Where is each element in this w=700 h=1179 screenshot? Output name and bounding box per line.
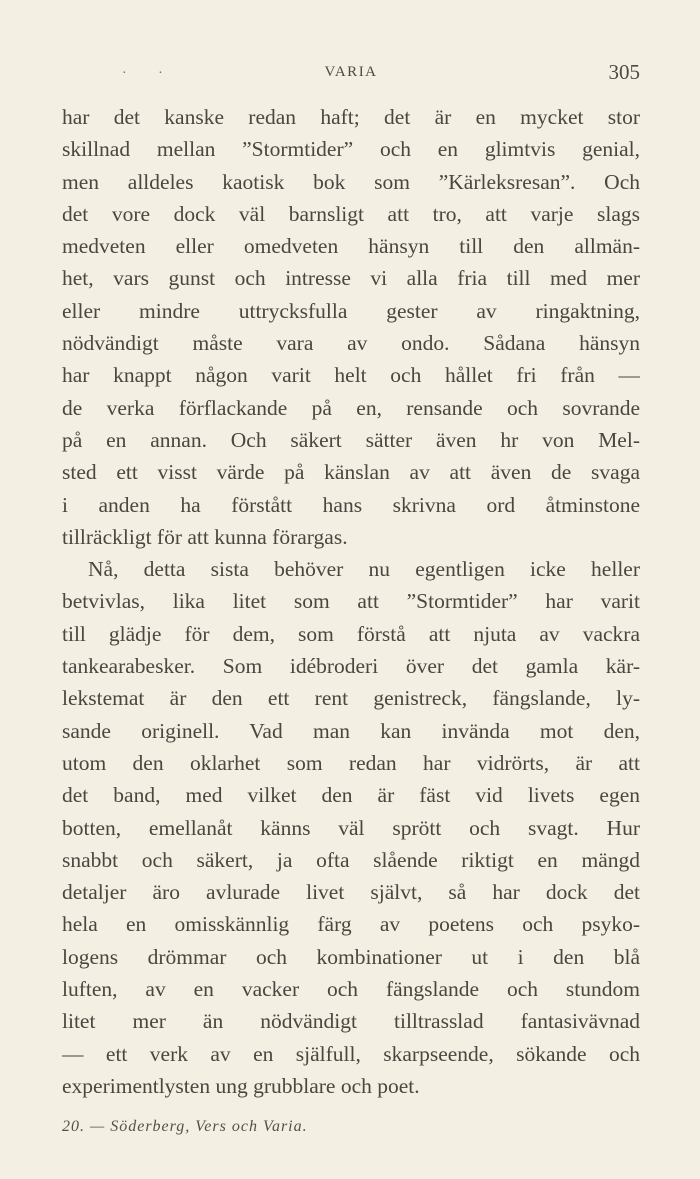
text-line: luften, av en vacker och fängslande och stundom — [62, 977, 640, 1002]
text-line: har knappt någon varit helt och hållet fri från — — [62, 363, 640, 388]
text-line: sted ett visst värde på känslan av att även de svaga — [62, 460, 640, 485]
text-line: men alldeles kaotisk bok som ”Kärleksresan”. Och — [62, 169, 640, 194]
page-number: 305 — [608, 60, 640, 84]
paragraph-end-line: experimentlysten ung grubblare och poet. — [62, 1073, 420, 1098]
text-line: litet mer än nödvändigt tilltrasslad fantasivävnad — [62, 1009, 640, 1034]
signature-footer: 20. — Söderberg, Vers och Varia. — [62, 1118, 308, 1135]
text-line: nödvändigt måste vara av ondo. Sådana hänsyn — [62, 331, 640, 356]
text-line: het, vars gunst och intresse vi alla fria till med mer — [62, 266, 640, 291]
body-text — [62, 101, 640, 1102]
text-line: snabbt och säkert, ja ofta slående riktigt en mängd — [62, 847, 640, 872]
text-line: utom den oklarhet som redan har vidrörts, är att — [62, 750, 640, 775]
paragraph-end-line: tillräckligt för att kunna förargas. — [62, 524, 348, 549]
text-line: medveten eller omedveten hänsyn till den allmän- — [62, 234, 640, 259]
text-line: botten, emellanåt känns väl sprött och svagt. Hur — [62, 815, 640, 840]
text-line: de verka förflackande på en, rensande och sovrande — [62, 395, 640, 420]
running-title: VARIA — [324, 64, 378, 80]
text-line: det vore dock väl barnsligt att tro, att varje slags — [62, 201, 640, 226]
text-line: sande originell. Vad man kan invända mot den, — [62, 718, 640, 743]
text-line: i anden ha förstått hans skrivna ord åtminstone — [62, 492, 640, 517]
paragraph-start-line: Nå, detta sista behöver nu egentligen icke heller — [88, 557, 640, 582]
text-line: har det kanske redan haft; det är en mycket stor — [62, 105, 640, 129]
header-dots: · · — [122, 66, 177, 81]
text-line: — ett verk av en själfull, skarpseende, sökande och — [62, 1041, 640, 1066]
text-line: lekstemat är den ett rent genistreck, fängslande, ly- — [62, 686, 640, 711]
text-line: detaljer äro avlurade livet självt, så har dock det — [62, 880, 640, 905]
text-line: logens drömmar och kombinationer ut i den blå — [62, 944, 640, 969]
text-line: till glädje för dem, som förstå att njuta av vackra — [62, 621, 640, 646]
text-line: eller mindre uttrycksfulla gester av ringaktning, — [62, 298, 640, 323]
running-head — [62, 60, 640, 88]
text-line: på en annan. Och säkert sätter även hr von Mel- — [62, 427, 640, 452]
text-line: skillnad mellan ”Stormtider” och en glimtvis genial, — [62, 137, 640, 162]
text-line: hela en omisskännlig färg av poetens och psyko- — [62, 912, 640, 937]
text-line: tankearabesker. Som idébroderi över det gamla kär- — [62, 654, 640, 679]
text-line: det band, med vilket den är fäst vid livets egen — [62, 783, 640, 808]
text-line: betvivlas, lika litet som att ”Stormtider” har varit — [62, 589, 640, 614]
